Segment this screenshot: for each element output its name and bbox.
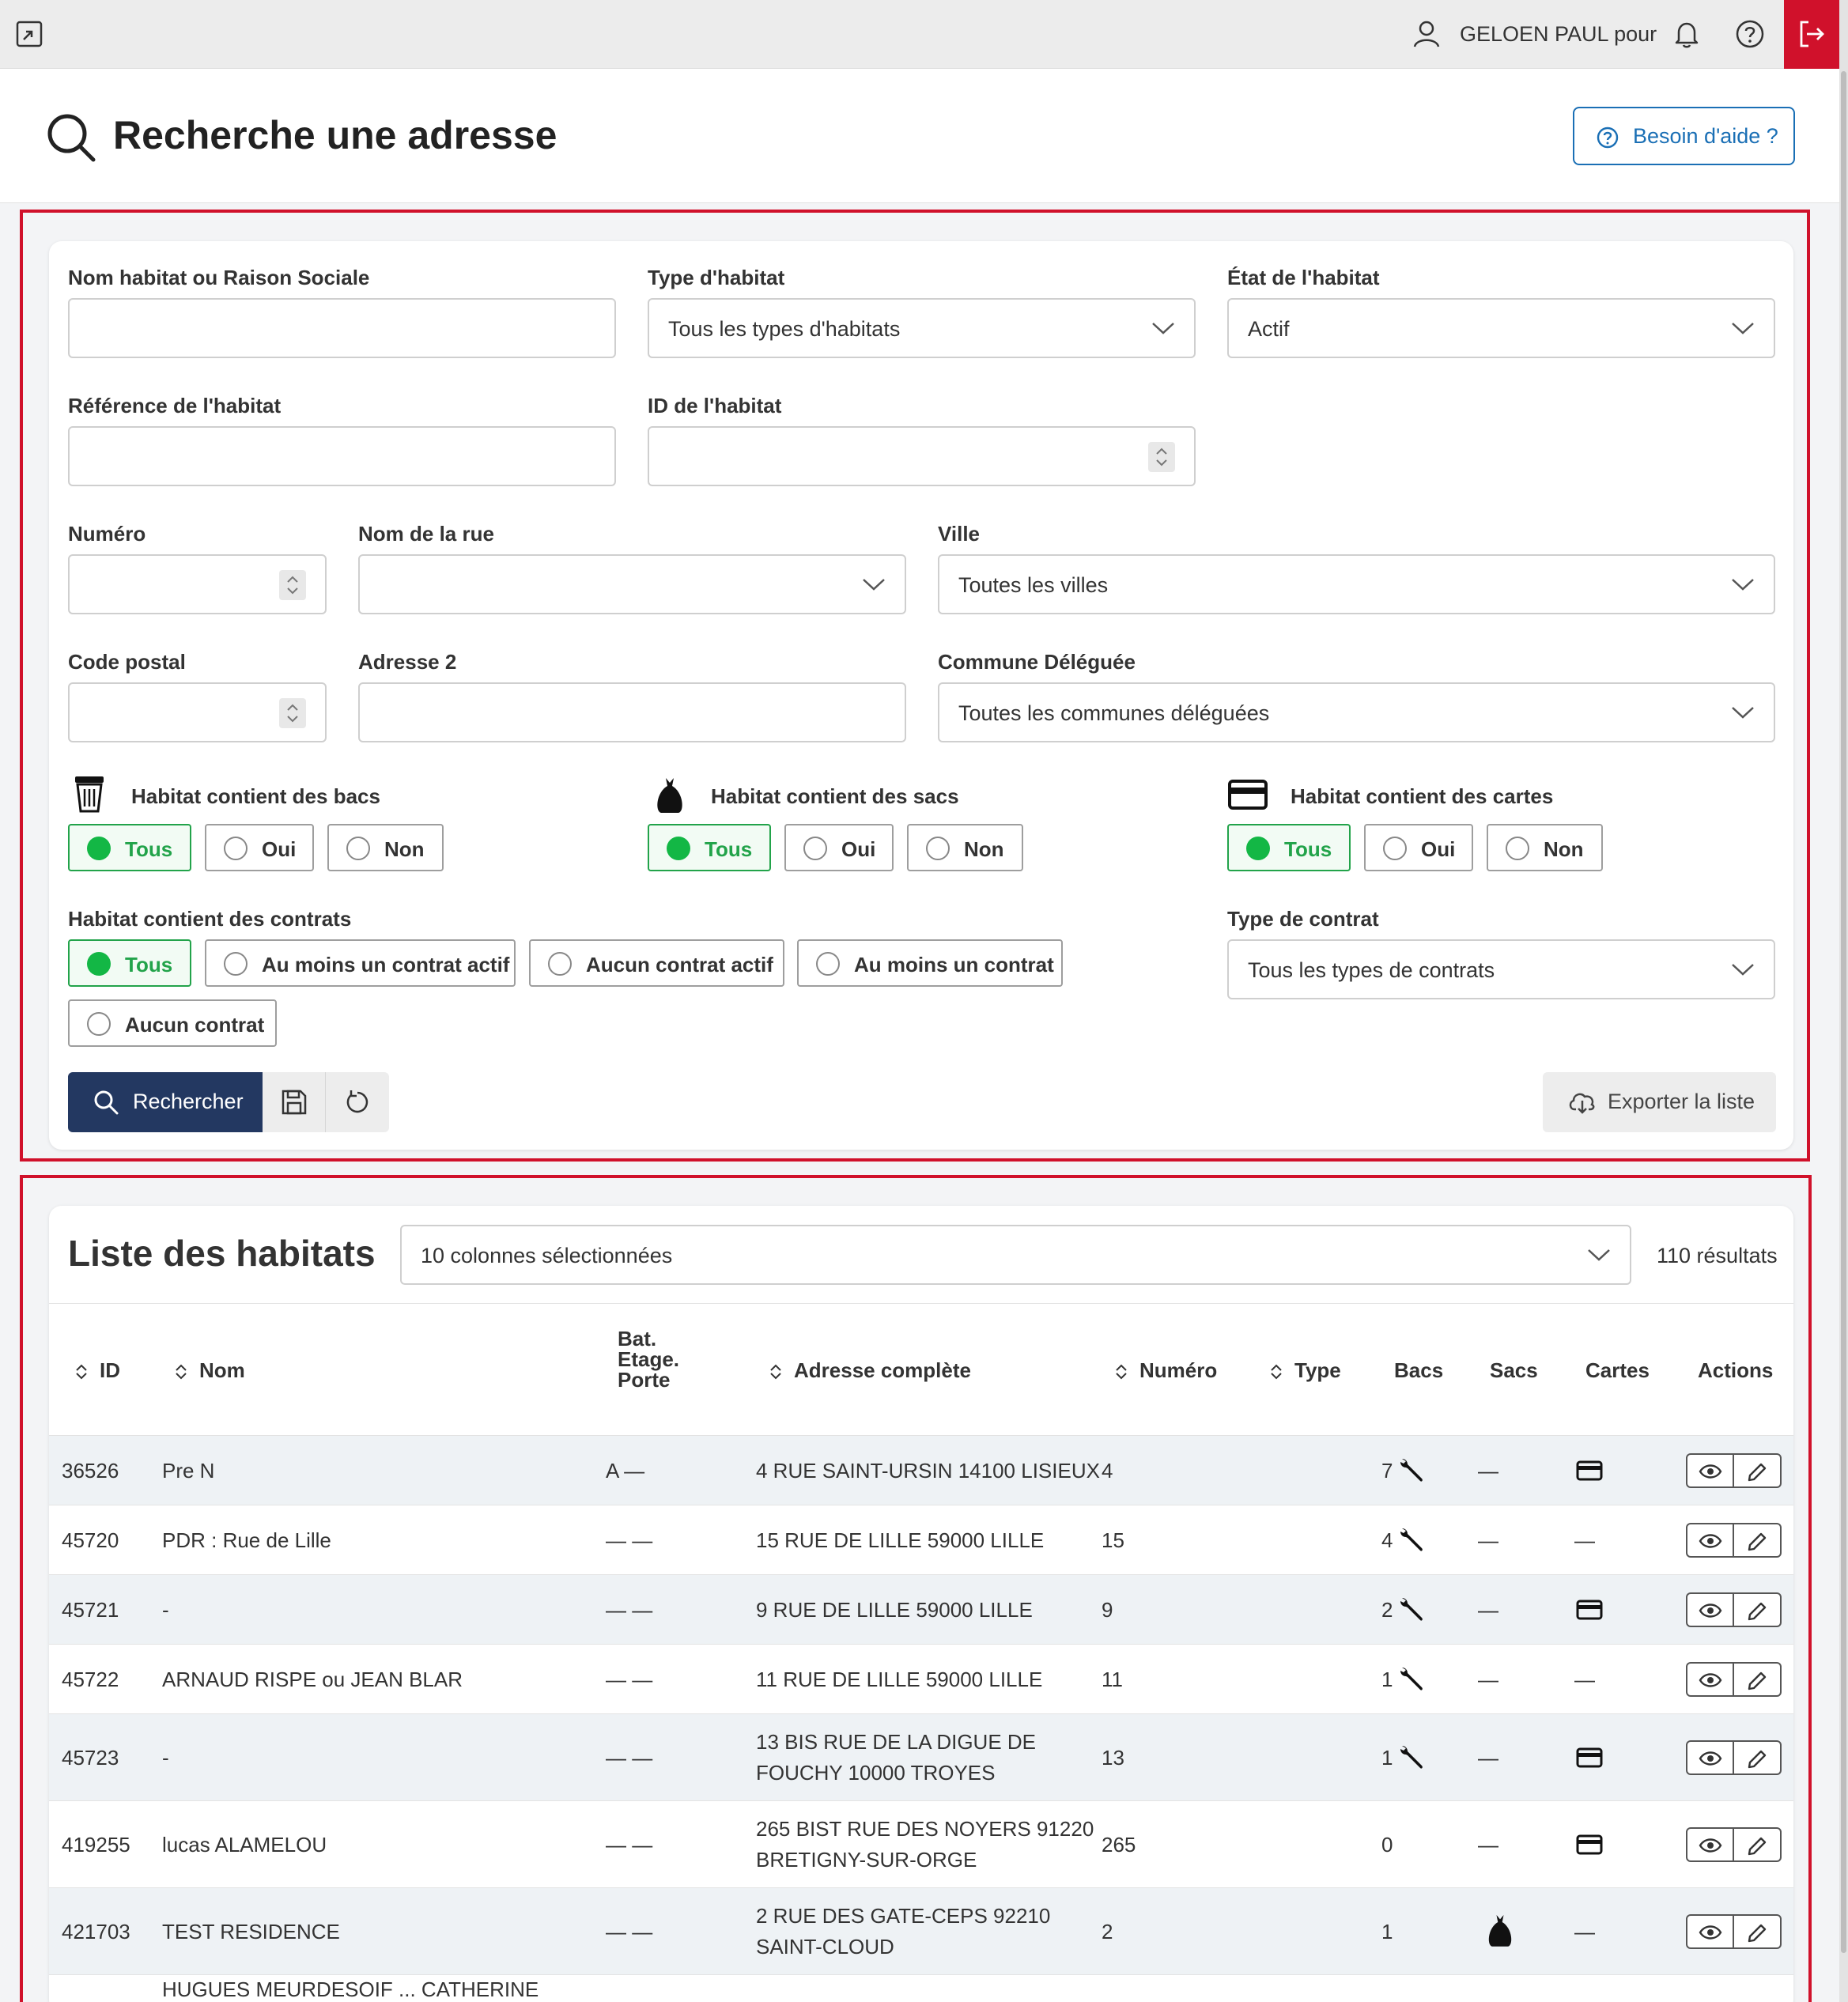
chevron-down-icon: [1731, 961, 1755, 977]
cell-adresse: 4 RUE SAINT-URSIN 14100 LISIEUX: [756, 1459, 1100, 1483]
id-habitat-label: ID de l'habitat: [648, 394, 782, 417]
cell-bat: — —: [606, 1920, 653, 1943]
page-header: [0, 69, 1839, 203]
col-type[interactable]: Type: [1269, 1358, 1341, 1383]
help-button[interactable]: [1573, 107, 1795, 165]
cell-bacs-count: 2: [1381, 1598, 1393, 1622]
cell-id: 45720: [62, 1528, 119, 1552]
col-nom[interactable]: Nom: [174, 1358, 245, 1383]
chevron-down-icon: [1731, 576, 1755, 592]
edit-icon[interactable]: [1746, 1748, 1768, 1770]
sacs-non-radio[interactable]: Non: [907, 824, 1023, 871]
cell-bacs-count: 1: [1381, 1746, 1393, 1770]
search-icon: [46, 112, 96, 163]
cell-cartes-icon: [1576, 1600, 1603, 1624]
cell-id: 45723: [62, 1746, 119, 1770]
save-icon: [281, 1089, 308, 1116]
row-actions: [1686, 1740, 1782, 1775]
contrats-tous-radio[interactable]: Tous: [68, 939, 191, 987]
cell-bacs-count: 1: [1381, 1920, 1393, 1943]
cell-numero: 265: [1102, 1833, 1136, 1857]
bag-icon: [1485, 1911, 1515, 1949]
table-row[interactable]: [49, 1974, 1793, 2002]
eye-icon[interactable]: [1699, 1463, 1722, 1480]
reference-label: Référence de l'habitat: [68, 394, 282, 417]
edit-icon[interactable]: [1746, 1835, 1768, 1857]
id-habitat-input[interactable]: [648, 426, 1196, 486]
row-actions: [1686, 1827, 1782, 1862]
cell-nom: lucas ALAMELOU: [162, 1833, 327, 1857]
stepper-icon: [1155, 445, 1169, 469]
contrats-aucun-actif-radio[interactable]: Aucun contrat actif: [529, 939, 784, 987]
type-habitat-label: Type d'habitat: [648, 266, 785, 289]
cell-nom: -: [162, 1598, 169, 1622]
search-icon: [93, 1090, 119, 1115]
cell-adresse: 9 RUE DE LILLE 59000 LILLE: [756, 1598, 1033, 1622]
search-button-label: Rechercher: [133, 1090, 244, 1113]
cell-adresse: 15 RUE DE LILLE 59000 LILLE: [756, 1528, 1045, 1552]
cell-bat: A —: [606, 1459, 645, 1483]
adresse2-label: Adresse 2: [358, 650, 457, 674]
reference-input[interactable]: [68, 426, 616, 486]
cell-numero: 13: [1102, 1746, 1124, 1770]
chevron-down-icon: [1587, 1247, 1611, 1263]
cell-bacs-icon: [1398, 1665, 1427, 1698]
table-row[interactable]: [49, 1887, 1793, 1974]
cell-sacs: —: [1478, 1459, 1498, 1483]
cell-adresse-line2: SAINT-CLOUD: [756, 1935, 894, 1959]
col-adresse[interactable]: Adresse complète: [769, 1358, 971, 1383]
cell-id: 419255: [62, 1833, 130, 1857]
cell-bat: — —: [606, 1528, 653, 1552]
user-icon[interactable]: [1412, 19, 1442, 49]
cell-sacs: —: [1478, 1833, 1498, 1857]
cloud-download-icon: [1568, 1090, 1597, 1114]
chevron-down-icon: [1151, 320, 1175, 336]
chevron-down-icon: [1731, 704, 1755, 720]
stepper-icon: [285, 573, 300, 597]
edit-icon[interactable]: [1746, 1922, 1768, 1944]
cell-numero: 15: [1102, 1528, 1124, 1552]
numero-label: Numéro: [68, 522, 146, 546]
rue-label: Nom de la rue: [358, 522, 494, 546]
numero-input[interactable]: [68, 554, 327, 614]
table-row[interactable]: [49, 1644, 1793, 1713]
cell-bacs-count: 0: [1381, 1833, 1393, 1857]
cell-cartes: —: [1574, 1920, 1595, 1943]
save-filters-button[interactable]: [263, 1072, 326, 1132]
stepper-icon: [285, 701, 300, 725]
sort-icon: [1114, 1362, 1128, 1381]
wrench-icon: [1398, 1526, 1427, 1554]
sacs-oui-radio[interactable]: Oui: [784, 824, 894, 871]
cell-bacs-icon: [1398, 1596, 1427, 1628]
logout-icon: [1797, 19, 1827, 49]
table-row[interactable]: [49, 1505, 1793, 1574]
list-title: Liste des habitats: [68, 1233, 376, 1274]
cell-bat: — —: [606, 1598, 653, 1622]
export-button[interactable]: [1543, 1072, 1776, 1132]
ville-select[interactable]: Toutes les villes: [938, 554, 1775, 614]
table-row[interactable]: [49, 1800, 1793, 1887]
cell-nom: HUGUES MEURDESOIF ... CATHERINE: [162, 1977, 539, 2001]
cell-id: 45721: [62, 1598, 119, 1622]
sort-icon: [769, 1362, 783, 1381]
code-postal-input[interactable]: [68, 682, 327, 742]
nom-label: Nom habitat ou Raison Sociale: [68, 266, 370, 289]
cell-bat: — —: [606, 1746, 653, 1770]
row-actions: [1686, 1914, 1782, 1949]
code-postal-stepper[interactable]: [279, 698, 306, 728]
bag-icon: [653, 775, 686, 814]
contrats-aucun-radio[interactable]: Aucun contrat: [68, 999, 277, 1047]
cell-adresse-line2: BRETIGNY-SUR-ORGE: [756, 1848, 977, 1872]
cell-nom: Pre N: [162, 1459, 215, 1483]
cell-id: 36526: [62, 1459, 119, 1483]
contrats-au-moins-actif-radio[interactable]: Au moins un contrat actif: [205, 939, 516, 987]
cell-numero: 11: [1102, 1668, 1123, 1691]
cell-cartes-icon: [1576, 1747, 1603, 1772]
sort-icon: [1269, 1362, 1283, 1381]
page-title: Recherche une adresse: [113, 113, 557, 157]
cell-bacs-count: 4: [1381, 1528, 1393, 1552]
cell-adresse: 11 RUE DE LILLE 59000 LILLE: [756, 1668, 1043, 1691]
id-stepper[interactable]: [1148, 442, 1175, 472]
cell-id: 421703: [62, 1920, 130, 1943]
bell-icon[interactable]: [1672, 19, 1702, 49]
reset-filters-button[interactable]: [326, 1072, 389, 1132]
search-button[interactable]: [68, 1072, 263, 1132]
cell-bacs-count: 7: [1381, 1459, 1393, 1483]
card-icon: [1576, 1460, 1603, 1481]
table-row[interactable]: [49, 1435, 1793, 1505]
commune-select[interactable]: Toutes les communes déléguées: [938, 682, 1775, 742]
col-id[interactable]: ID: [74, 1358, 120, 1383]
type-contrat-select[interactable]: Tous les types de contrats: [1227, 939, 1775, 999]
chevron-down-icon: [1731, 320, 1755, 336]
card-icon: [1576, 1834, 1603, 1855]
wrench-icon: [1398, 1743, 1427, 1772]
cell-numero: 9: [1102, 1598, 1113, 1622]
sacs-label: Habitat contient des sacs: [711, 784, 959, 808]
col-sacs: Sacs: [1490, 1358, 1538, 1382]
etat-habitat-label: État de l'habitat: [1227, 266, 1380, 289]
card-icon: [1227, 779, 1268, 810]
ville-label: Ville: [938, 522, 981, 546]
cell-adresse-line2: FOUCHY 10000 TROYES: [756, 1761, 996, 1785]
cell-adresse-line1: 2 RUE DES GATE-CEPS 92210: [756, 1904, 1051, 1928]
wrench-icon: [1398, 1596, 1427, 1624]
eye-icon[interactable]: [1699, 1671, 1722, 1689]
code-postal-label: Code postal: [68, 650, 186, 674]
help-button-label: Besoin d'aide ?: [1633, 124, 1778, 148]
cell-bacs-icon: [1398, 1456, 1427, 1489]
eye-icon[interactable]: [1699, 1837, 1722, 1854]
chevron-down-icon: [862, 576, 886, 592]
row-actions: [1686, 1592, 1782, 1627]
cell-sacs: —: [1478, 1746, 1498, 1770]
col-bat-etage-porte: Bat. Etage. Porte: [618, 1327, 680, 1392]
top-bar: [0, 0, 1848, 69]
help-icon[interactable]: [1735, 19, 1765, 49]
cell-cartes: —: [1574, 1528, 1595, 1552]
adresse2-input[interactable]: [358, 682, 906, 742]
edit-icon[interactable]: [1746, 1531, 1768, 1553]
cell-adresse-line1: 13 BIS RUE DE LA DIGUE DE: [756, 1730, 1037, 1754]
col-cartes: Cartes: [1585, 1358, 1650, 1382]
cell-numero: 2: [1102, 1920, 1113, 1943]
row-actions: [1686, 1453, 1782, 1488]
reset-icon: [344, 1089, 371, 1116]
eye-icon[interactable]: [1699, 1750, 1722, 1767]
numero-stepper[interactable]: [279, 570, 306, 600]
eye-icon[interactable]: [1699, 1602, 1722, 1619]
table-row[interactable]: [49, 1574, 1793, 1644]
cell-nom: PDR : Rue de Lille: [162, 1528, 331, 1552]
scrollbar-thumb[interactable]: [1841, 71, 1846, 1953]
nom-input[interactable]: [68, 298, 616, 358]
type-contrat-label: Type de contrat: [1227, 907, 1379, 931]
cell-bat: — —: [606, 1668, 653, 1691]
edit-icon[interactable]: [1746, 1461, 1768, 1483]
bacs-label: Habitat contient des bacs: [131, 784, 380, 808]
cell-numero: 4: [1102, 1459, 1113, 1483]
wrench-icon: [1398, 1665, 1427, 1694]
cell-cartes-icon: [1576, 1834, 1603, 1859]
cell-bat: — —: [606, 1833, 653, 1857]
cell-sacs: —: [1478, 1598, 1498, 1622]
table-row[interactable]: [49, 1713, 1793, 1800]
contrats-au-moins-radio[interactable]: Au moins un contrat: [797, 939, 1063, 987]
cell-sacs: —: [1478, 1528, 1498, 1552]
sacs-tous-radio[interactable]: Tous: [648, 824, 771, 871]
cell-bacs-icon: [1398, 1526, 1427, 1558]
logout-button[interactable]: [1784, 0, 1839, 69]
cell-cartes: —: [1574, 1668, 1595, 1691]
type-habitat-select[interactable]: Tous les types d'habitats: [648, 298, 1196, 358]
row-actions: [1686, 1523, 1782, 1558]
cell-nom: TEST RESIDENCE: [162, 1920, 340, 1943]
bacs-non-radio[interactable]: Non: [327, 824, 444, 871]
col-actions: Actions: [1698, 1358, 1774, 1382]
cell-nom: ARNAUD RISPE ou JEAN BLAR: [162, 1668, 463, 1691]
cell-nom: -: [162, 1746, 169, 1770]
results-count: 110 résultats: [1657, 1244, 1778, 1267]
commune-label: Commune Déléguée: [938, 650, 1136, 674]
cell-sacs: —: [1478, 1668, 1498, 1691]
eye-icon[interactable]: [1699, 1532, 1722, 1550]
edit-icon[interactable]: [1746, 1600, 1768, 1622]
cell-cartes-icon: [1576, 1460, 1603, 1485]
page-scrollbar[interactable]: [1839, 0, 1848, 2002]
cartes-tous-radio[interactable]: Tous: [1227, 824, 1351, 871]
wrench-icon: [1398, 1456, 1427, 1485]
cell-bacs-count: 1: [1381, 1668, 1393, 1691]
col-bacs: Bacs: [1394, 1358, 1444, 1382]
etat-habitat-select[interactable]: Actif: [1227, 298, 1775, 358]
columns-select[interactable]: 10 colonnes sélectionnées: [400, 1225, 1631, 1285]
cell-sacs-icon: [1485, 1911, 1515, 1953]
cell-id: 45722: [62, 1668, 119, 1691]
cell-bacs-icon: [1398, 1743, 1427, 1776]
cartes-oui-radio[interactable]: Oui: [1364, 824, 1473, 871]
card-icon: [1576, 1747, 1603, 1768]
cartes-non-radio[interactable]: Non: [1487, 824, 1603, 871]
contrats-label: Habitat contient des contrats: [68, 907, 352, 931]
card-icon: [1576, 1600, 1603, 1620]
bin-icon: [74, 775, 105, 814]
export-button-label: Exporter la liste: [1608, 1090, 1755, 1113]
rue-select[interactable]: [358, 554, 906, 614]
expand-icon[interactable]: [16, 21, 43, 47]
row-actions: [1686, 1662, 1782, 1697]
sort-icon: [74, 1362, 89, 1381]
edit-icon[interactable]: [1746, 1670, 1768, 1692]
sort-icon: [174, 1362, 188, 1381]
eye-icon[interactable]: [1699, 1924, 1722, 1941]
cartes-label: Habitat contient des cartes: [1291, 784, 1554, 808]
bacs-tous-radio[interactable]: Tous: [68, 824, 191, 871]
col-numero[interactable]: Numéro: [1114, 1358, 1217, 1383]
cell-adresse-line1: 265 BIST RUE DES NOYERS 91220: [756, 1817, 1094, 1841]
user-name[interactable]: GELOEN PAUL pour: [1460, 22, 1657, 46]
question-circle-icon: [1597, 127, 1619, 149]
bacs-oui-radio[interactable]: Oui: [205, 824, 314, 871]
